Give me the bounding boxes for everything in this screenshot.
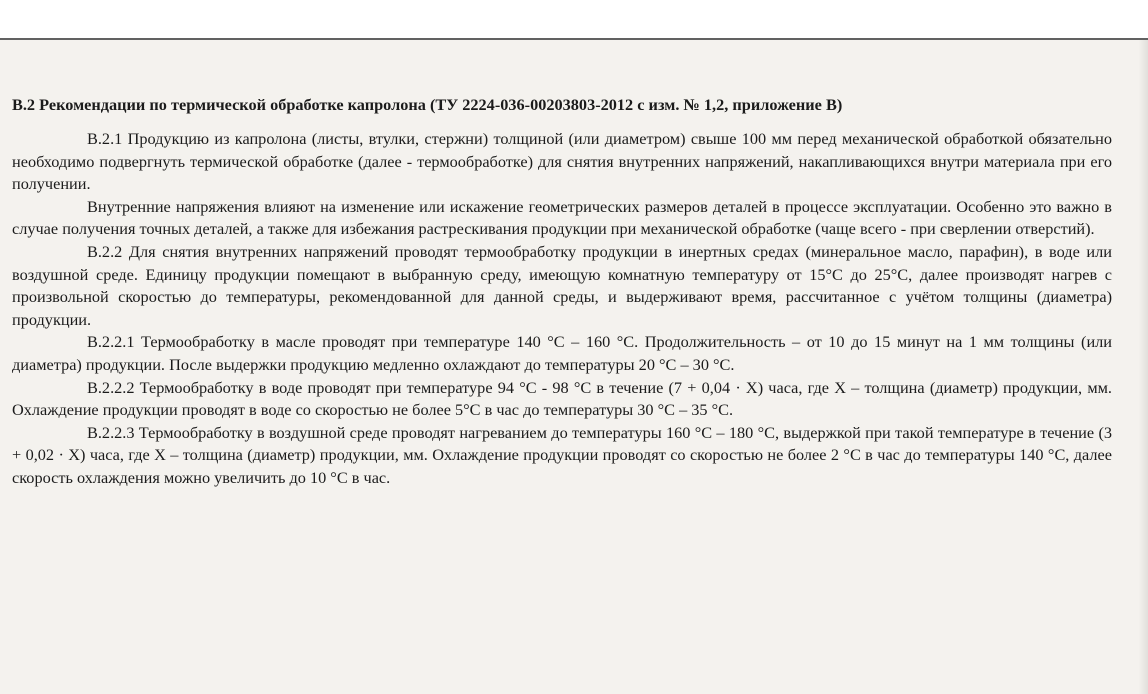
paragraph-b2-2: В.2.2 Для снятия внутренних напряжений проводят термообработку продукции в инертных средах (минеральное масло, парафин), в воде или воздушной среде. Единицу продукции помещают в выбранную среду, имеющую комнатную температуру от 15°С до 25°С, далее производят нагрев с произвольной скоростью до температуры, рекомендованной для данной среды, и выдерживают время, рассчитанное с учётом толщины (диаметра) продукции. <box>12 241 1112 329</box>
paragraph-b2-2-2: В.2.2.2 Термообработку в воде проводят при температуре 94 °С - 98 °С в течение (7 + 0,04 · X) часа, где X – толщина (диаметр) продукции, мм. Охлаждение продукции проводят в воде со скоростью не более 5°С в час до температуры 30 °С – 35 °С. <box>12 377 1112 420</box>
scan-edge-line <box>0 38 1148 40</box>
section-heading: В.2 Рекомендации по термической обработке капролона (ТУ 2224-036-00203803-2012 с изм. № 1,2, приложение В) <box>12 95 843 114</box>
scan-right-shadow <box>1138 40 1148 694</box>
paragraph-b2-2-1: В.2.2.1 Термообработку в масле проводят при температуре 140 °С – 160 °С. Продолжительность – от 10 до 15 минут на 1 мм толщины (или диаметра) продукции. После выдержки продукцию медленно охлаждают до температуры 20 °С – 30 °С. <box>12 332 1112 374</box>
document-body <box>12 94 1112 490</box>
paragraph-b2-1: В.2.1 Продукцию из капролона (листы, втулки, стержни) толщиной (или диаметром) свыше 100 мм перед механической обработкой обязательно необходимо подвергнуть термической обработке (далее - термообработке) для снятия внутренних напряжений, накапливающихся внутри материала при его получении. <box>12 129 1112 194</box>
scan-top-margin <box>0 0 1148 40</box>
paragraph-b2-2-3: В.2.2.3 Термообработку в воздушной среде проводят нагреванием до температуры 160 °С – 180 °С, выдержкой при такой температуре в течение (3 + 0,02 · X) часа, где X – толщина (диаметр) продукции, мм. Охлаждение продукции проводят со скоростью не более 2 °С в час до температуры 140 °С, далее скорость охлаждения можно увеличить до 10 °С в час. <box>12 422 1112 487</box>
paragraph-internal-stress: Внутренние напряжения влияют на изменение или искажение геометрических размеров деталей в процессе эксплуатации. Особенно это важно в случае получения точных деталей, а также для избежания растрескивания продукции при механической обработке (чаще всего - при сверлении отверстий). <box>12 196 1112 239</box>
